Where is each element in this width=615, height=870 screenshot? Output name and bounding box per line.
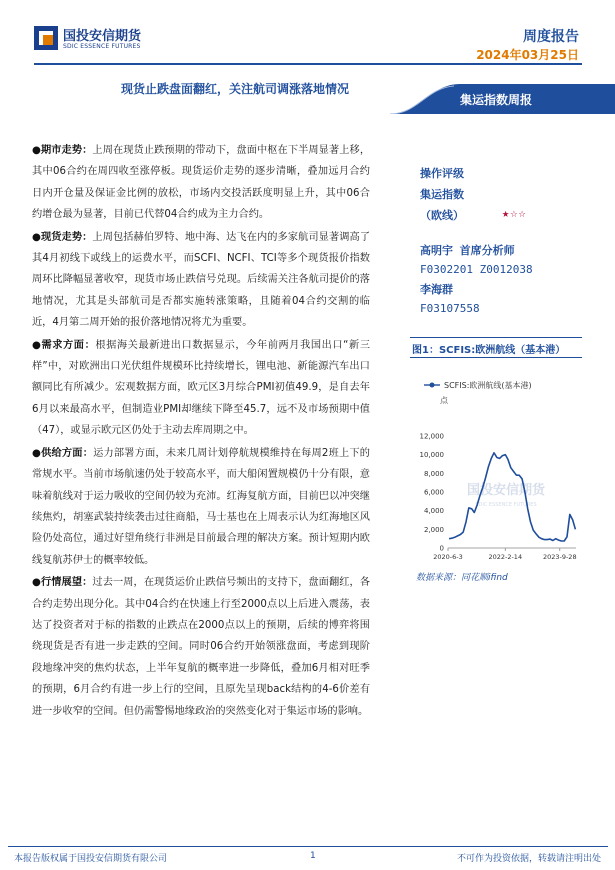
y-tick-label: 12,000	[419, 432, 444, 441]
report-date: 2024年03月25日	[476, 48, 579, 62]
report-type: 周度报告	[523, 29, 579, 45]
watermark-cn: 国投安信期货	[466, 483, 546, 498]
paragraph-outlook: ●行情展望：过去一周，在现货运价止跌信号频出的支持下，盘面翻红，各合约走势出现分化。其中04合约在快速上行至2000点以上后进入震荡，表达了投资者对于标的指数的止跌点在2000点以上的预期，后续的博弈将围绕现货是否有进一步走跌的空间。同时06合约开始领涨盘面，考虑到现阶段地缘冲突的焦灼状态，上半年复航的概率进一步降低，叠加6月相对旺季的预期，6月合约有进一步上行的空间，且原先呈现back结构的4-6价差有进一步收窄的空间。但仍需警惕地缘政治的突然变化对于集运市场的影响。	[32, 577, 371, 717]
figure-rule-top	[410, 337, 582, 338]
legend-marker	[430, 383, 435, 388]
x-tick-label: 2023-9-28	[542, 553, 577, 561]
footer-divider	[8, 846, 608, 847]
banner-title: 集运指数周报	[460, 93, 533, 107]
report-body	[32, 140, 370, 723]
y-tick-label: 8,000	[423, 469, 444, 478]
paragraph-spot-trend: ●现货走势：上周包括赫伯罗特、地中海、达飞在内的多家航司显著调高了其4月初线下或线上的运费水平，而SCFI、NCFI、TCI等多个现货报价指数周环比降幅显著收窄，现货市场止跌信号兑现。后续需关注各航司提价的落地情况，尤其是头部航司是否都实施转涨策略，且随着04合约交割的临近，4月第二周开始的报价落地情况将尤为重要。	[32, 231, 371, 329]
analyst-1: 高明宇 首席分析师	[420, 244, 515, 257]
rating-label: 操作评级	[420, 167, 464, 180]
y-tick-label: 0	[439, 544, 444, 553]
rating-product: 集运指数	[420, 188, 464, 201]
analyst-2-id: F03107558	[420, 302, 480, 315]
company-logo-icon	[34, 26, 58, 50]
analyst-1-ids: F0302201 Z0012038	[420, 263, 533, 276]
y-tick-label: 4,000	[423, 507, 444, 516]
page-number: 1	[310, 851, 316, 861]
document-title: 现货止跌盘面翻红，关注航司调涨落地情况	[120, 82, 349, 96]
figure-title: 图1：SCFIS:欧洲航线（基本港）	[412, 345, 566, 356]
paragraph-demand: ●需求方面：根据海关最新进出口数据显示，今年前两月我国出口“新三样”中，对欧洲出口光伏组件规模环比持续增长，锂电池、新能源汽车出口额同比有所减少。宏观数据方面，欧元区3月综合PMI初值49.9，是自去年6月以来最高水平，但制造业PMI却继续下降至45.7，远不及市场预期中值（47），或显示欧元区仍处于主动去库周期之中。	[32, 339, 371, 437]
paragraph-market-trend: ●期市走势：上周在现货止跌预期的带动下，盘面中枢在下半周显著上移，其中06合约在周四收至涨停板。现货运价走势的逐步清晰，叠加远月合约日内开仓量及保证金比例的放松，市场内交投活跃度明显上升，其中06合约增仓最为显著，目前已代替04合约成为主力合约。	[32, 145, 371, 221]
footer-copyright: 本报告版权属于国投安信期货有限公司	[14, 854, 168, 864]
analyst-2: 李海群	[420, 283, 453, 296]
rating-stars: ★☆☆	[502, 206, 527, 220]
legend-label: SCFIS:欧洲航线(基本港)	[444, 381, 532, 390]
y-tick-label: 10,000	[419, 451, 444, 460]
scfis-line-chart	[410, 376, 582, 564]
footer-disclaimer: 不可作为投资依据，转载请注明出处	[456, 854, 601, 864]
figure-source: 数据来源：同花顺ifind	[416, 573, 508, 583]
y-tick-label: 2,000	[423, 525, 444, 534]
company-name: 国投安信期货	[63, 29, 142, 44]
x-tick-label: 2022-2-14	[488, 553, 523, 561]
header-divider	[34, 63, 582, 65]
rating-line: （欧线）	[420, 209, 464, 222]
watermark-en: SDIC ESSENCE FUTURES	[475, 502, 537, 508]
y-unit-label: 点	[440, 396, 448, 405]
company-name-en: SDIC ESSENCE FUTURES	[63, 43, 141, 50]
paragraph-supply: ●供给方面：运力部署方面，未来几周计划停航规模维持在每周2班上下的常规水平。当前市场航速仍处于较高水平，而大船闲置规模仍十分有限，意味着航线对于运力吸收的空间仍较为充沛。红海复航方面，目前巴以冲突继续焦灼，胡塞武装持续袭击过往商船，马士基也在上周表示认为红海地区风险仍处高位，通过好望角绕行非洲是目前最合理的解决方案。预计短期内欧线复航苏伊士的概率较低。	[32, 447, 370, 566]
y-tick-label: 6,000	[423, 488, 444, 497]
figure-rule-bottom	[410, 357, 582, 358]
x-tick-label: 2020-6-3	[433, 553, 463, 561]
